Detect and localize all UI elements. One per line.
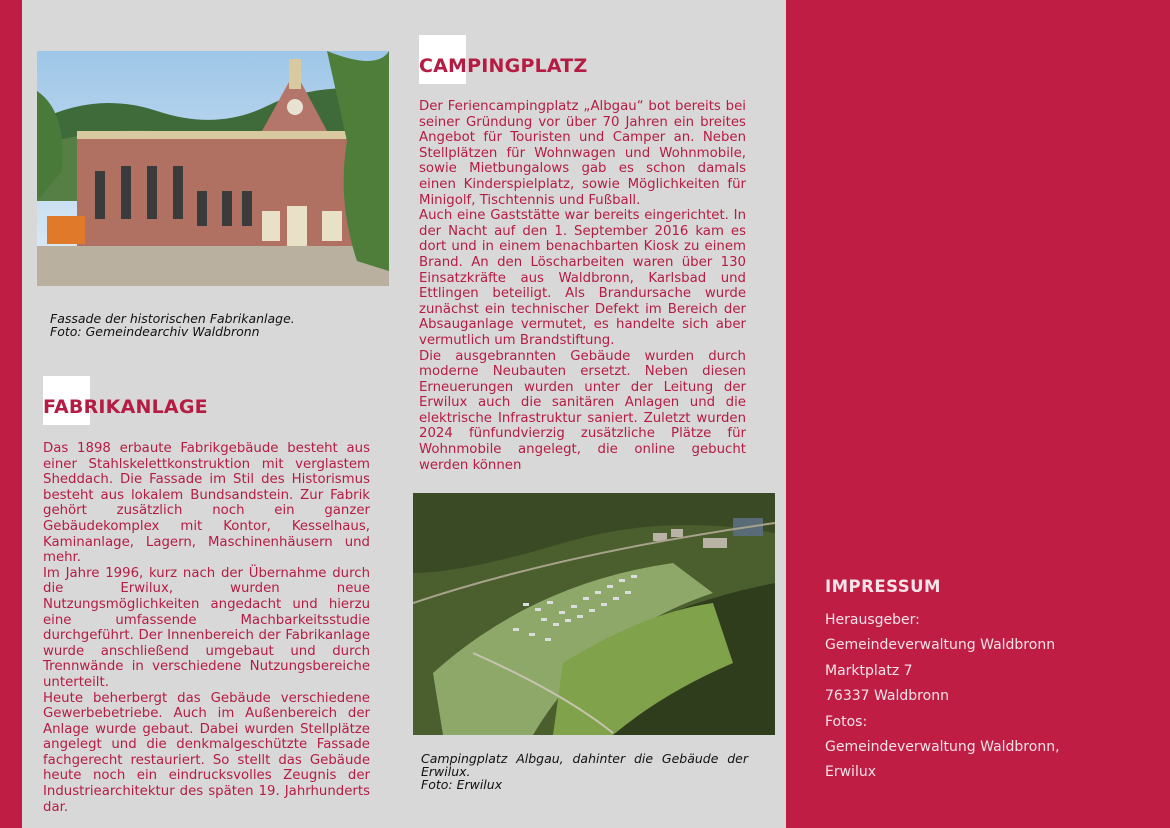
impressum-details <box>825 608 1060 786</box>
impressum-line: 76337 Waldbronn <box>825 688 949 705</box>
impressum-line: Herausgeber: <box>825 612 920 628</box>
campingplatz-text <box>419 99 746 473</box>
campingplatz-heading: CAMPINGPLATZ <box>419 55 588 77</box>
fabrikanlage-heading: FABRIKANLAGE <box>43 396 208 418</box>
factory-facade-photo <box>37 51 389 286</box>
fabrikanlage-paragraph-2: Im Jahre 1996, kurz nach der Übernahme durch die Erwilux, wurden neue Nutzungsmöglichkeiten angedacht und hierzu eine umfassende Machbarkeitsstudie durchgeführt. Der Innenbereich der Fabrikanlage wurde anschließend umgebaut und durch Trennwände in verschiedene Nutzungsbereiche unterteilt. <box>43 565 370 690</box>
impressum-line: Gemeindeverwaltung Waldbronn, <box>825 739 1060 756</box>
factory-caption-line2: Foto: Gemeindearchiv Waldbronn <box>50 324 260 339</box>
impressum-line: Gemeindeverwaltung Waldbronn <box>825 637 1056 654</box>
campingplatz-paragraph-3: Die ausgebrannten Gebäude wurden durch moderne Neubauten ersetzt. Neben diesen Erneuerungen wurden unter der Leitung der Erwilux auch die sanitären Anlagen und die elektrische Infrastruktur saniert. Zuletzt wurden 2024 fünfundvierzig zusätzliche Plätze für Wohnmobile angelegt, die online gebucht werden können <box>419 348 746 473</box>
camping-caption-line2: Foto: Erwilux <box>421 777 503 792</box>
impressum-title: IMPRESSUM <box>825 577 941 596</box>
camping-aerial-photo <box>413 493 775 735</box>
impressum-line: Erwilux <box>825 764 876 781</box>
camping-caption-line1: Campingplatz Albgau, dahinter die Gebäude der Erwilux. <box>421 751 748 779</box>
campingplatz-paragraph-1: Der Feriencampingplatz „Albgau“ bot bereits bei seiner Gründung vor über 70 Jahren ein breites Angebot für Touristen und Camper an. Neben Stellplätzen für Wohnwagen und Wohnmobile, sowie Mietbungalows gab es schon damals einen Kinderspielplatz, sowie Möglichkeiten für Minigolf, Tischtennis und Fußball. <box>419 99 746 208</box>
camping-photo-caption <box>421 752 748 791</box>
impressum-line: Fotos: <box>825 713 868 730</box>
fabrikanlage-paragraph-3: Heute beherbergt das Gebäude verschiedene Gewerbebetriebe. Auch im Außenbereich der Anlage wurde gebaut. Dabei wurden Stellplätze angelegt und die denkmalgeschützte Fassade fachgerecht restauriert. So stellt das Gebäude heute noch ein eindrucksvolles Zeugnis der Industriearchitektur des späten 19. Jahrhunderts dar. <box>43 690 370 815</box>
impressum-line: Marktplatz 7 <box>825 662 913 679</box>
fabrikanlage-text <box>43 441 370 815</box>
factory-photo-caption <box>50 312 380 338</box>
fabrikanlage-paragraph-1: Das 1898 erbaute Fabrikgebäude besteht aus einer Stahlskelettkonstruktion mit verglastem Sheddach. Die Fassade im Stil des Historismus besteht aus lokalem Bundsandstein. Zur Fabrik gehört zusätzlich noch ein ganzer Gebäudekomplex mit Kontor, Kesselhaus, Kaminanlage, Lagern, Maschinenhäusern und mehr. <box>43 441 370 566</box>
campingplatz-paragraph-2: Auch eine Gaststätte war bereits eingerichtet. In der Nacht auf den 1. September 2016 kam es dort und in einem benachbarten Kiosk zu einem Brand. An den Löscharbeiten waren über 130 Einsatzkräfte aus Waldbronn, Karlsbad und Ettlingen beteiligt. Als Brandursache wurde zunächst ein technischer Defekt im Bereich der Absauganlage vermutet, es handelte sich aber vermutlich um Brandstiftung. <box>419 208 746 348</box>
factory-caption-line1: Fassade der historischen Fabrikanlage. <box>50 311 295 326</box>
